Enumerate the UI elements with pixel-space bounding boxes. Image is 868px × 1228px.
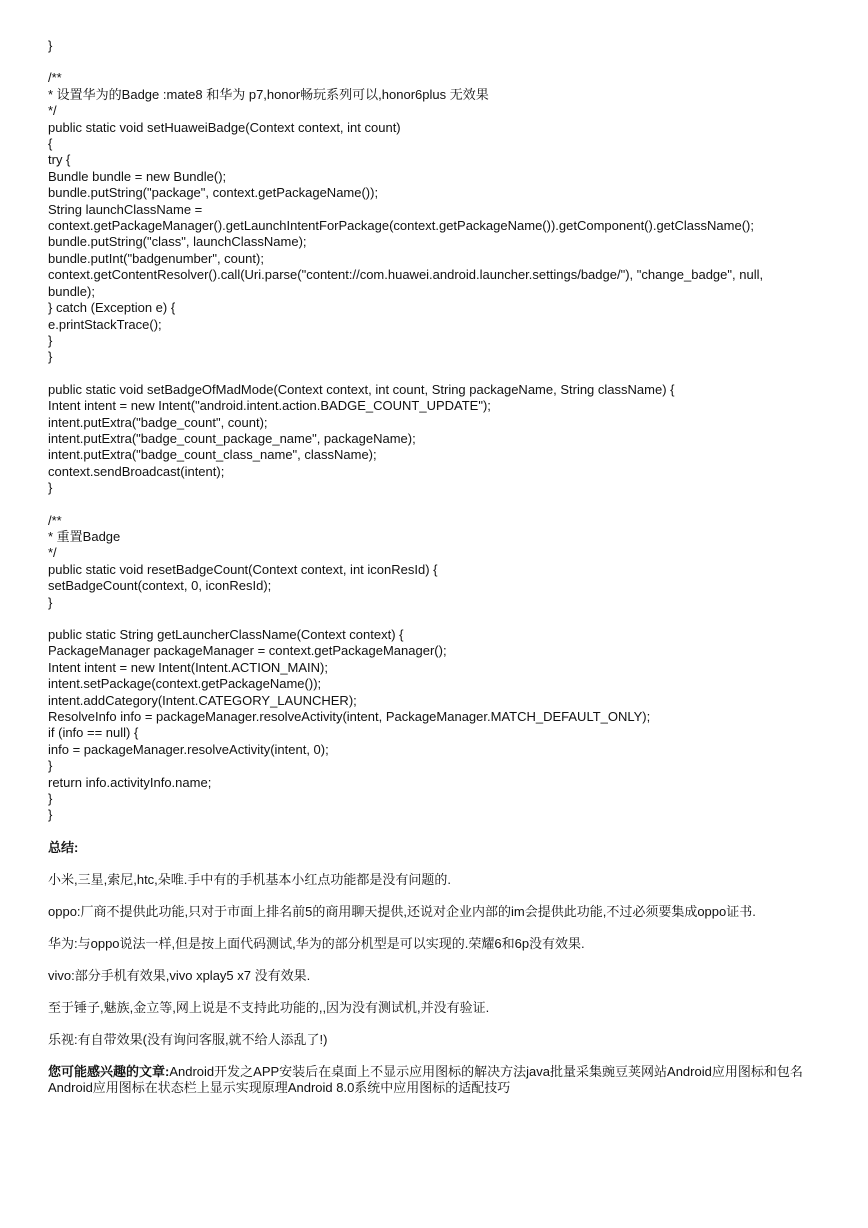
related-article-link[interactable]: Android 8.0系统中应用图标的适配技巧 bbox=[287, 1080, 511, 1096]
code-line: } catch (Exception e) { bbox=[48, 300, 176, 316]
code-line: public static void resetBadgeCount(Context context, int iconResId) { bbox=[48, 561, 438, 577]
code-line: Intent intent = new Intent("android.intent.action.BADGE_COUNT_UPDATE"); bbox=[48, 398, 491, 414]
summary-title: 总结: bbox=[48, 839, 79, 855]
code-line: } bbox=[48, 38, 53, 53]
code-line: context.getPackageManager().getLaunchIntentForPackage(context.getPackageName()).getComponent().getClassName(); bbox=[48, 218, 754, 234]
code-block bbox=[48, 513, 828, 611]
code-line: } bbox=[48, 349, 53, 365]
code-line: setBadgeCount(context, 0, iconResId); bbox=[48, 578, 272, 594]
code-line: } bbox=[48, 480, 53, 496]
code-line: bundle); bbox=[48, 283, 95, 299]
code-line: intent.putExtra("badge_count_package_name", packageName); bbox=[48, 430, 416, 446]
code-line: * 设置华为的Badge :mate8 和华为 p7,honor畅玩系列可以,honor6plus 无效果 bbox=[48, 86, 489, 102]
code-line: } bbox=[48, 332, 53, 348]
code-line: { bbox=[48, 136, 53, 152]
code-line: if (info == null) { bbox=[48, 725, 139, 741]
code-line: String launchClassName = bbox=[48, 201, 203, 217]
code-line: intent.addCategory(Intent.CATEGORY_LAUNCHER); bbox=[48, 692, 357, 708]
code-line: /** bbox=[48, 512, 62, 528]
code-line: } bbox=[48, 594, 53, 610]
code-line: context.sendBroadcast(intent); bbox=[48, 463, 225, 479]
code-line: Bundle bundle = new Bundle(); bbox=[48, 168, 227, 184]
summary-paragraph: vivo:部分手机有效果,vivo xplay5 x7 没有效果. bbox=[48, 967, 311, 983]
code-block bbox=[48, 382, 828, 497]
code-block bbox=[48, 38, 828, 54]
code-line: e.printStackTrace(); bbox=[48, 316, 162, 332]
related-article-link[interactable]: Android应用图标在状态栏上显示实现原理 bbox=[48, 1080, 288, 1096]
summary-area bbox=[48, 872, 828, 1048]
code-line: try { bbox=[48, 152, 71, 168]
code-line: return info.activityInfo.name; bbox=[48, 774, 212, 790]
code-line: public static void setHuaweiBadge(Context context, int count) bbox=[48, 119, 401, 135]
code-line: public static void setBadgeOfMadMode(Context context, int count, String packageName, String className) { bbox=[48, 381, 675, 397]
related-articles-label: 您可能感兴趣的文章: bbox=[48, 1063, 170, 1079]
code-line: bundle.putString("package", context.getPackageName()); bbox=[48, 185, 379, 201]
code-line: PackageManager packageManager = context.getPackageManager(); bbox=[48, 643, 447, 659]
summary-paragraph: 华为:与oppo说法一样,但是按上面代码测试,华为的部分机型是可以实现的.荣耀6和6p没有效果. bbox=[48, 935, 585, 951]
code-area bbox=[48, 38, 828, 824]
code-line: intent.putExtra("badge_count", count); bbox=[48, 414, 268, 430]
code-line: */ bbox=[48, 545, 57, 561]
summary-paragraph: 至于锤子,魅族,金立等,网上说是不支持此功能的,,因为没有测试机,并没有验证. bbox=[48, 999, 490, 1015]
related-article-link[interactable]: Android开发之APP安装后在桌面上不显示应用图标的解决方法 bbox=[169, 1063, 527, 1079]
code-line: ResolveInfo info = packageManager.resolveActivity(intent, PackageManager.MATCH_DEFAULT_ONLY); bbox=[48, 709, 651, 725]
code-line: * 重置Badge bbox=[48, 528, 121, 544]
code-line: info = packageManager.resolveActivity(intent, 0); bbox=[48, 741, 329, 757]
summary-paragraph: 小米,三星,索尼,htc,朵唯.手中有的手机基本小红点功能都是没有问题的. bbox=[48, 871, 452, 887]
code-line: bundle.putInt("badgenumber", count); bbox=[48, 250, 264, 266]
related-articles bbox=[48, 1064, 828, 1097]
code-line: */ bbox=[48, 103, 57, 119]
code-line: Intent intent = new Intent(Intent.ACTION_MAIN); bbox=[48, 659, 328, 675]
code-line: context.getContentResolver().call(Uri.parse("content://com.huawei.android.launcher.settings/badge/"), "change_badge", null, bbox=[48, 267, 764, 283]
code-line: } bbox=[48, 791, 53, 807]
code-line: } bbox=[48, 758, 53, 774]
code-block bbox=[48, 70, 828, 365]
code-line: bundle.putString("class", launchClassName); bbox=[48, 234, 307, 250]
summary-paragraph: oppo:厂商不提供此功能,只对于市面上排名前5的商用聊天提供,还说对企业内部的im会提供此功能,不过必须要集成oppo证书. bbox=[48, 903, 756, 919]
code-line: /** bbox=[48, 70, 62, 86]
related-article-link[interactable]: java批量采集豌豆荚网站Android应用图标和包名 bbox=[526, 1063, 803, 1079]
code-line: public static String getLauncherClassName(Context context) { bbox=[48, 627, 404, 642]
code-line: } bbox=[48, 807, 53, 823]
summary-paragraph: 乐视:有自带效果(没有询问客服,就不给人添乱了!) bbox=[48, 1031, 328, 1047]
document-page bbox=[48, 38, 828, 1097]
code-line: intent.setPackage(context.getPackageName()); bbox=[48, 676, 322, 692]
code-line: intent.putExtra("badge_count_class_name", className); bbox=[48, 447, 377, 463]
code-block bbox=[48, 627, 828, 824]
